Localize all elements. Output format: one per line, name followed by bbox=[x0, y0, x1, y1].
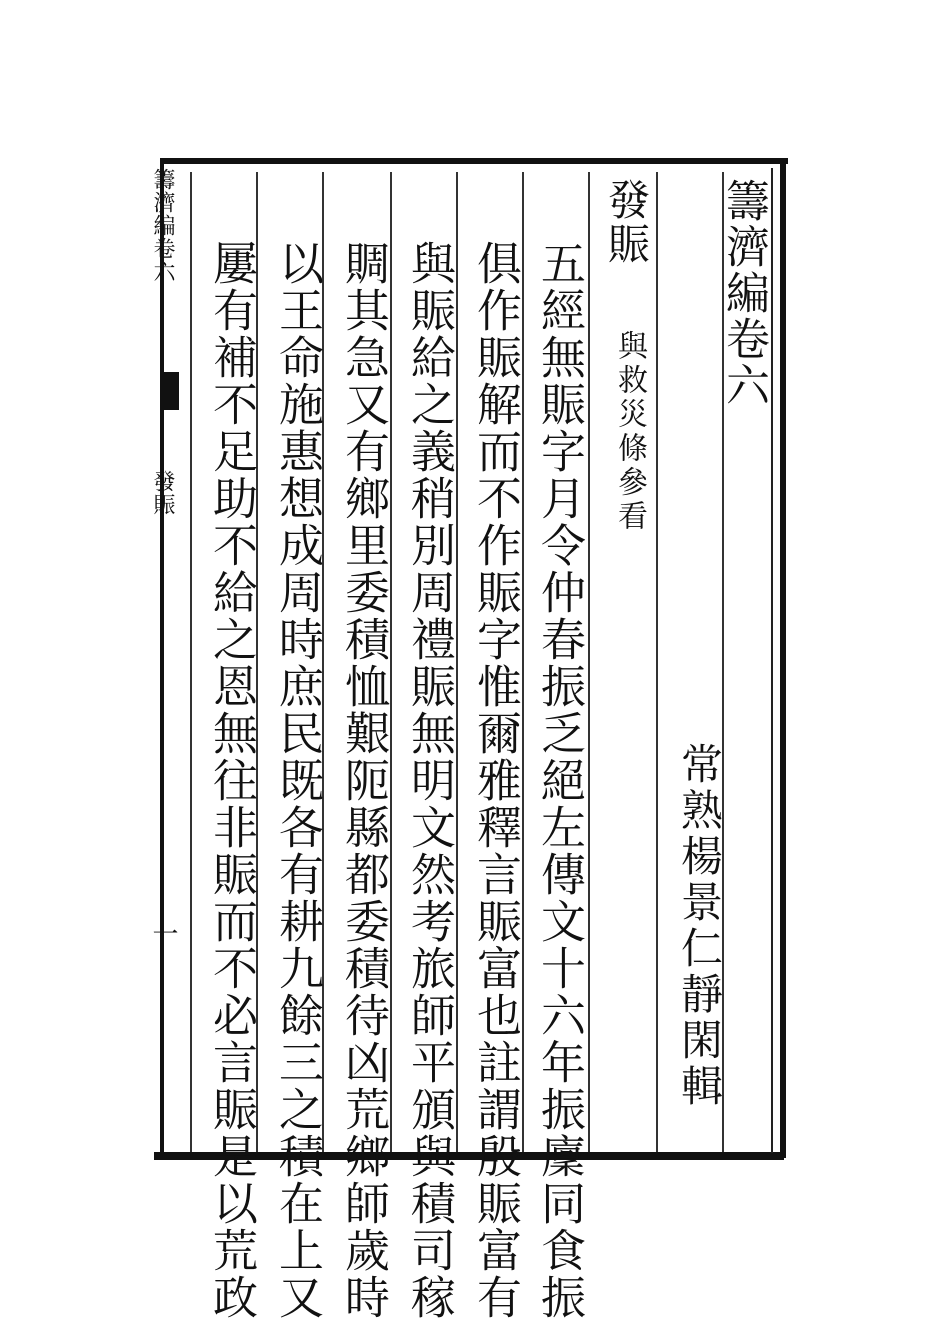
text-column: 俱作賑解而不作賑字惟爾雅釋言賑富也註謂殷賑富有 bbox=[469, 240, 522, 1321]
section-note: 與救災條參看 bbox=[612, 330, 647, 534]
column-rule bbox=[656, 172, 658, 1152]
text-column: 屢有補不足助不給之恩無往非賑而不必言賑是以荒政 bbox=[205, 240, 258, 1321]
frame-right-border bbox=[780, 160, 786, 1158]
text-column: 五經無賑字月令仲春振乏絕左傳文十六年振廩同食振 bbox=[533, 240, 586, 1321]
section-heading: 發賑 bbox=[602, 178, 651, 266]
fold-fishtail-mark bbox=[163, 372, 179, 410]
fold-title: 籌濟編卷六 bbox=[150, 168, 175, 283]
fold-section: 發賑 bbox=[150, 470, 175, 516]
text-column: 賙其急又有鄉里委積恤艱阨縣都委積待凶荒鄉師歲時 bbox=[337, 240, 390, 1321]
fold-margin bbox=[154, 162, 178, 1152]
frame-top-border bbox=[160, 158, 788, 164]
compiler-credit: 常熟楊景仁靜閑輯 bbox=[675, 742, 724, 1110]
column-rule bbox=[190, 172, 192, 1152]
text-column: 以王命施惠想成周時庶民既各有耕九餘三之積在上又 bbox=[271, 240, 324, 1321]
text-column: 與賑給之義稍別周禮賑無明文然考旅師平頒與積司稼 bbox=[403, 240, 456, 1321]
page-number: 一 bbox=[148, 920, 178, 946]
volume-title: 籌濟編卷六 bbox=[718, 178, 769, 408]
